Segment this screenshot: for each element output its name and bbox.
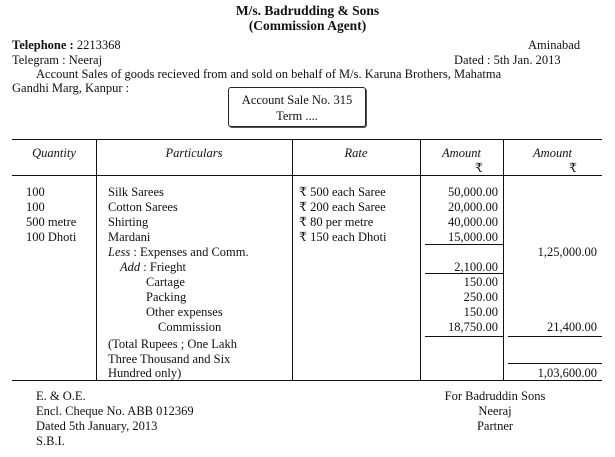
row-3-rate: ₹ 80 per metre	[299, 215, 374, 229]
telegram: Telegram : Neeraj	[12, 53, 103, 67]
less-expenses-line	[108, 245, 249, 259]
less-label: Less	[108, 245, 131, 259]
firm-role: (Commission Agent)	[248, 18, 367, 33]
subtotal-rule-3	[425, 336, 503, 337]
row-2-qty: 100	[26, 200, 45, 214]
row-3-amount: 40,000.00	[448, 215, 498, 229]
frieght-amount: 2,100.00	[454, 260, 498, 274]
row-2-rate: ₹ 200 each Saree	[299, 200, 386, 214]
header-rupee-1: ₹	[475, 161, 483, 175]
row-2-particulars: Cotton Sarees	[108, 200, 178, 214]
row-4-rate: ₹ 150 each Dhoti	[299, 230, 387, 244]
telephone-line	[12, 38, 121, 52]
subtotal-rule-1	[425, 244, 503, 245]
row-1-qty: 100	[26, 185, 45, 199]
header-date: Dated : 5th Jan. 2013	[454, 53, 561, 67]
col-divider-1	[96, 139, 97, 380]
footer-cheque: Encl. Cheque No. ABB 012369	[36, 404, 194, 418]
location: Aminabad	[528, 38, 581, 52]
row-2-amount: 20,000.00	[448, 200, 498, 214]
gross-total: 1,25,000.00	[537, 245, 597, 259]
expense-commission-label: Commission	[158, 320, 222, 334]
net-total: 1,03,600.00	[537, 366, 597, 380]
footer-date: Dated 5th January, 2013	[36, 419, 158, 433]
row-1-particulars: Silk Sarees	[108, 185, 164, 199]
telephone-number: 2213368	[76, 38, 121, 52]
subtotal-rule-4	[508, 336, 602, 337]
telephone-label: Telephone :	[12, 38, 74, 52]
col-divider-4	[503, 139, 504, 380]
row-4-amount: 15,000.00	[448, 230, 498, 244]
header-quantity: Quantity	[32, 146, 76, 160]
row-1-amount: 50,000.00	[448, 185, 498, 199]
row-3-qty: 500 metre	[26, 215, 77, 229]
expense-cartage-amount: 150.00	[463, 275, 498, 289]
add-text: : Frieght	[140, 260, 186, 274]
expense-cartage-label: Cartage	[146, 275, 185, 289]
expense-other-label: Other expenses	[146, 305, 223, 319]
footer-for-firm: For Badruddin Sons	[444, 389, 546, 403]
total-words-line-1: (Total Rupees ; One Lakh	[108, 337, 237, 351]
row-4-qty: 100 Dhoti	[26, 230, 77, 244]
account-sale-term: Term ....	[276, 109, 318, 123]
header-particulars: Particulars	[165, 146, 223, 160]
intro-line-2: Gandhi Marg, Kanpur :	[12, 81, 130, 95]
account-sale-box	[228, 87, 366, 127]
footer-signatory: Neeraj	[478, 404, 512, 418]
table-bottom-rule	[12, 380, 602, 381]
total-words-line-2: Three Thousand and Six	[108, 352, 231, 366]
expense-commission-amount: 18,750.00	[448, 320, 498, 334]
footer-designation: Partner	[476, 419, 514, 433]
add-frieght-line	[120, 260, 186, 274]
total-words-line-3: Hundred only)	[108, 366, 182, 380]
table-header-rule	[12, 175, 602, 176]
intro-line-1: Account Sales of goods recieved from and sold on behalf of M/s. Karuna Brothers, Mahatma	[36, 67, 502, 81]
table-top-rule	[12, 139, 602, 140]
footer-eoe: E. & O.E.	[36, 389, 86, 403]
header-rate: Rate	[344, 146, 368, 160]
row-3-particulars: Shirting	[108, 215, 149, 229]
row-4-particulars: Mardani	[108, 230, 151, 244]
header-rupee-2: ₹	[569, 161, 577, 175]
expense-total: 21,400.00	[547, 320, 597, 334]
expense-packing-label: Packing	[146, 290, 187, 304]
account-sale-number: Account Sale No. 315	[241, 93, 353, 107]
row-1-rate: ₹ 500 each Saree	[299, 185, 386, 199]
subtotal-rule-5	[508, 363, 602, 364]
footer-bank: S.B.I.	[36, 434, 65, 448]
add-label: Add	[120, 260, 141, 274]
expense-other-amount: 150.00	[463, 305, 498, 319]
firm-name: M/s. Badrudding & Sons	[235, 3, 380, 18]
col-divider-2	[292, 139, 293, 380]
header-amount-2: Amount	[533, 146, 572, 160]
less-text: : Expenses and Comm.	[130, 245, 249, 259]
header-amount-1: Amount	[442, 146, 481, 160]
expense-packing-amount: 250.00	[463, 290, 498, 304]
